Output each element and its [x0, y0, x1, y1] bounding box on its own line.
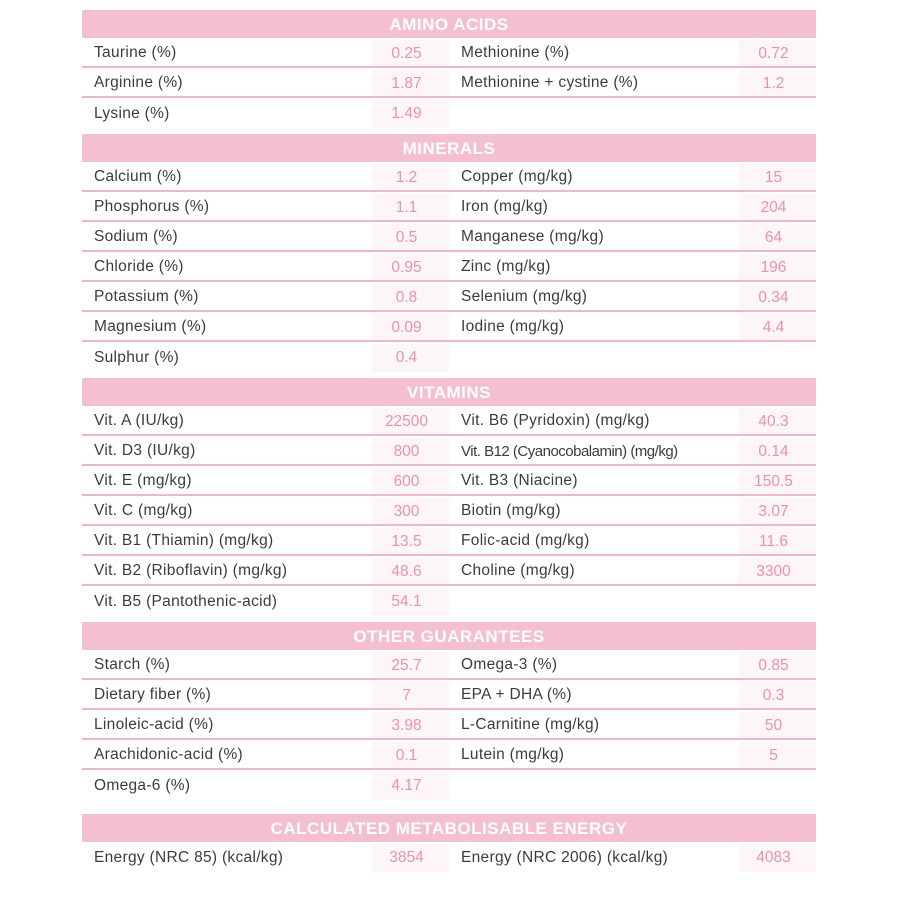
row-value: 0.25 — [372, 40, 449, 66]
row-value: 54.1 — [372, 588, 449, 616]
row-value: 3300 — [739, 558, 816, 584]
table-row — [82, 558, 449, 586]
row-label: Omega-3 (%) — [461, 656, 558, 673]
row-label: Methionine (%) — [461, 44, 570, 61]
row-value: 3854 — [372, 844, 449, 872]
row-label: Zinc (mg/kg) — [461, 258, 551, 275]
row-label: Choline (mg/kg) — [461, 562, 575, 579]
row-label: Energy (NRC 85) (kcal/kg) — [94, 849, 284, 866]
row-value: 5 — [739, 742, 816, 768]
row-value: 0.85 — [739, 652, 816, 678]
table-row — [82, 40, 449, 68]
table-row — [449, 408, 816, 436]
table-row — [449, 438, 816, 466]
row-value: 7 — [372, 682, 449, 708]
row-value: 0.5 — [372, 224, 449, 250]
table-row — [449, 844, 816, 872]
row-value: 196 — [739, 254, 816, 280]
row-label: Biotin (mg/kg) — [461, 502, 561, 519]
column-left — [82, 406, 449, 616]
section-minerals — [82, 134, 816, 372]
row-value: 22500 — [372, 408, 449, 434]
row-label: Vit. B5 (Pantothenic-acid) — [94, 593, 278, 610]
table-row — [82, 438, 449, 466]
row-label: Linoleic-acid (%) — [94, 716, 214, 733]
section-header: MINERALS — [82, 134, 816, 162]
section-vitamins — [82, 378, 816, 616]
row-value: 3.98 — [372, 712, 449, 738]
row-label: Selenium (mg/kg) — [461, 288, 588, 305]
table-row — [82, 70, 449, 98]
row-label: EPA + DHA (%) — [461, 686, 572, 703]
row-value: 0.09 — [372, 314, 449, 340]
table-row — [82, 712, 449, 740]
row-label: Arachidonic-acid (%) — [94, 746, 243, 763]
table-row — [449, 742, 816, 770]
table-row — [449, 164, 816, 192]
table-row — [82, 194, 449, 222]
row-label: Sulphur (%) — [94, 349, 180, 366]
row-value: 1.2 — [372, 164, 449, 190]
table-row — [449, 558, 816, 586]
table-row — [82, 284, 449, 312]
nutrition-table — [82, 10, 816, 872]
table-row — [449, 194, 816, 222]
table-row — [449, 70, 816, 98]
row-label: Energy (NRC 2006) (kcal/kg) — [461, 849, 669, 866]
table-row — [82, 408, 449, 436]
row-label: Copper (mg/kg) — [461, 168, 573, 185]
column-right — [449, 406, 816, 616]
column-right — [449, 650, 816, 800]
row-value: 1.1 — [372, 194, 449, 220]
section-header: OTHER GUARANTEES — [82, 622, 816, 650]
row-value: 48.6 — [372, 558, 449, 584]
table-row — [449, 652, 816, 680]
row-label: Lutein (mg/kg) — [461, 746, 565, 763]
row-value: 600 — [372, 468, 449, 494]
table-row — [82, 468, 449, 496]
row-label: Iron (mg/kg) — [461, 198, 549, 215]
row-value: 64 — [739, 224, 816, 250]
table-row — [449, 682, 816, 710]
table-row — [82, 772, 449, 800]
row-label: Vit. B2 (Riboflavin) (mg/kg) — [94, 562, 288, 579]
table-row — [82, 528, 449, 556]
table-row — [449, 528, 816, 556]
row-label: Sodium (%) — [94, 228, 178, 245]
row-label: Chloride (%) — [94, 258, 184, 275]
row-value: 0.14 — [739, 438, 816, 464]
table-row — [449, 712, 816, 740]
column-right — [449, 842, 816, 872]
row-value: 3.07 — [739, 498, 816, 524]
section-grid — [82, 650, 816, 800]
row-label: Vit. D3 (IU/kg) — [94, 442, 196, 459]
row-label: Vit. B12 (Cyanocobalamin) (mg/kg) — [461, 442, 678, 460]
table-row — [82, 344, 449, 372]
row-label: Vit. B1 (Thiamin) (mg/kg) — [94, 532, 274, 549]
row-value: 40.3 — [739, 408, 816, 434]
row-label: Folic-acid (mg/kg) — [461, 532, 590, 549]
column-right — [449, 38, 816, 128]
row-value: 50 — [739, 712, 816, 738]
row-label: Starch (%) — [94, 656, 171, 673]
row-value: 0.95 — [372, 254, 449, 280]
row-label: Vit. B3 (Niacine) — [461, 472, 578, 489]
row-label: Phosphorus (%) — [94, 198, 210, 215]
table-row — [82, 164, 449, 192]
table-row — [449, 224, 816, 252]
column-right — [449, 162, 816, 372]
row-label: Calcium (%) — [94, 168, 182, 185]
table-row — [82, 224, 449, 252]
row-label: L-Carnitine (mg/kg) — [461, 716, 600, 733]
row-value: 4.17 — [372, 772, 449, 800]
column-left — [82, 38, 449, 128]
row-label: Vit. E (mg/kg) — [94, 472, 192, 489]
row-value: 1.2 — [739, 70, 816, 96]
row-label: Omega-6 (%) — [94, 777, 191, 794]
row-label: Lysine (%) — [94, 105, 170, 122]
section-header: AMINO ACIDS — [82, 10, 816, 38]
row-label: Vit. A (IU/kg) — [94, 412, 185, 429]
table-row — [82, 254, 449, 282]
row-value: 0.8 — [372, 284, 449, 310]
row-value: 300 — [372, 498, 449, 524]
table-row — [82, 844, 449, 872]
row-label: Vit. B6 (Pyridoxin) (mg/kg) — [461, 412, 650, 429]
row-value: 150.5 — [739, 468, 816, 494]
table-row — [449, 498, 816, 526]
row-value: 0.72 — [739, 40, 816, 66]
table-row — [449, 314, 816, 342]
table-row — [82, 588, 449, 616]
table-row — [82, 682, 449, 710]
section-other-guarantees — [82, 622, 816, 800]
row-value: 15 — [739, 164, 816, 190]
section-grid — [82, 38, 816, 128]
section-grid — [82, 842, 816, 872]
row-label: Arginine (%) — [94, 74, 183, 91]
row-value: 13.5 — [372, 528, 449, 554]
row-value: 204 — [739, 194, 816, 220]
column-left — [82, 650, 449, 800]
row-label: Iodine (mg/kg) — [461, 318, 565, 335]
table-row — [449, 40, 816, 68]
table-row — [82, 652, 449, 680]
row-label: Methionine + cystine (%) — [461, 74, 639, 91]
row-value: 4.4 — [739, 314, 816, 340]
table-row — [82, 314, 449, 342]
table-row — [82, 742, 449, 770]
row-value: 4083 — [739, 844, 816, 872]
section-grid — [82, 406, 816, 616]
row-value: 0.4 — [372, 344, 449, 372]
section-grid — [82, 162, 816, 372]
row-label: Magnesium (%) — [94, 318, 207, 335]
row-value: 1.87 — [372, 70, 449, 96]
column-left — [82, 162, 449, 372]
table-row — [449, 254, 816, 282]
row-value: 1.49 — [372, 100, 449, 128]
row-label: Potassium (%) — [94, 288, 199, 305]
table-row — [449, 468, 816, 496]
section-energy — [82, 814, 816, 872]
row-label: Manganese (mg/kg) — [461, 228, 604, 245]
row-value: 11.6 — [739, 528, 816, 554]
table-row — [82, 100, 449, 128]
row-label: Taurine (%) — [94, 44, 177, 61]
section-header: CALCULATED METABOLISABLE ENERGY — [82, 814, 816, 842]
row-label: Dietary fiber (%) — [94, 686, 212, 703]
row-label: Vit. C (mg/kg) — [94, 502, 193, 519]
column-left — [82, 842, 449, 872]
table-row — [449, 284, 816, 312]
row-value: 0.1 — [372, 742, 449, 768]
section-amino-acids — [82, 10, 816, 128]
table-row — [82, 498, 449, 526]
row-value: 0.3 — [739, 682, 816, 708]
section-header: VITAMINS — [82, 378, 816, 406]
row-value: 25.7 — [372, 652, 449, 678]
row-value: 0.34 — [739, 284, 816, 310]
row-value: 800 — [372, 438, 449, 464]
